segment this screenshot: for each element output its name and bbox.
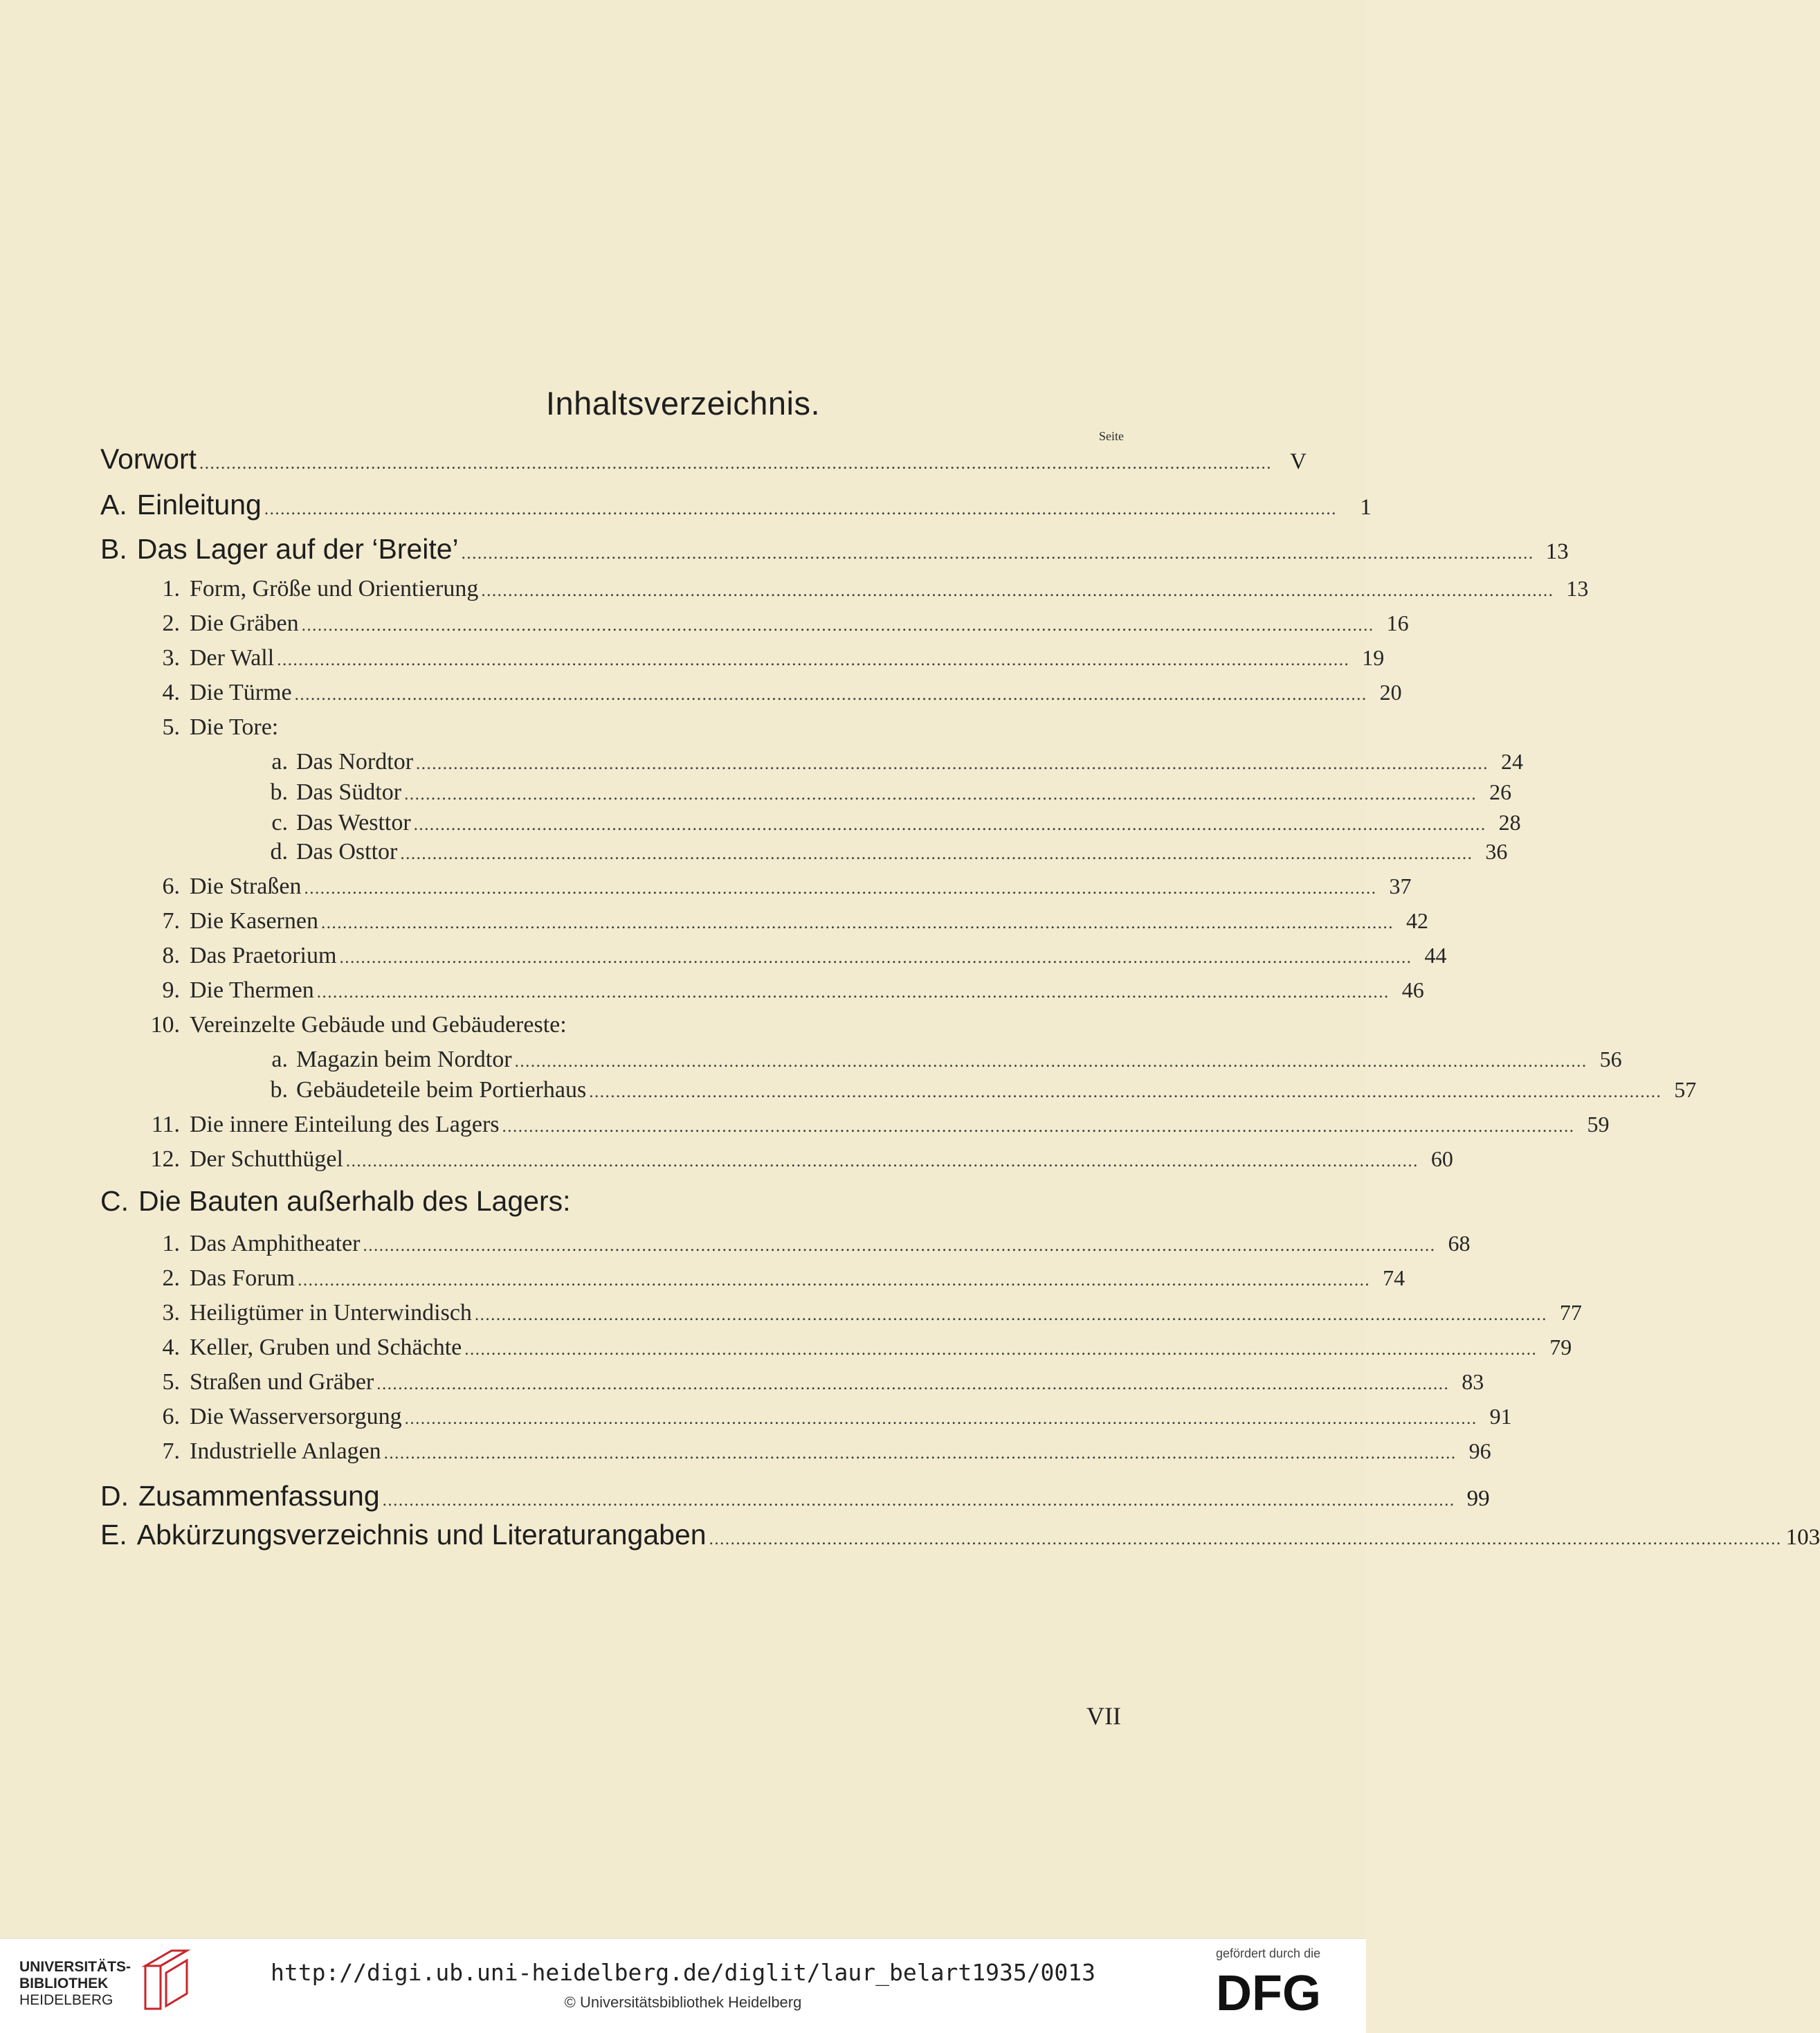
toc-entry: [100, 533, 1569, 575]
toc-entry-label: [100, 533, 459, 566]
toc-entry-title: Die innere Einteilung des Lagers: [190, 1112, 500, 1137]
toc-entry-page: 46: [1401, 977, 1424, 1002]
library-name-line2: BIBLIOTHEK: [19, 1976, 109, 1991]
toc-entry-page: 28: [1498, 810, 1521, 835]
toc-leader-dots: ........................................................................................................................................................................................................: [298, 1271, 1371, 1290]
toc-entry-number: 2.: [162, 1265, 180, 1291]
toc-leader-dots: ........................................................................................................................................................................................................: [404, 785, 1477, 804]
toc-entry-number: 5.: [162, 714, 180, 740]
toc-entry-page: 57: [1674, 1077, 1697, 1102]
toc-entry-title: Das Praetorium: [190, 943, 337, 968]
toc-entry: [145, 943, 1447, 977]
toc-entry-page: 60: [1430, 1146, 1453, 1171]
toc-entry-label: [145, 1231, 360, 1257]
toc-entry-label: [145, 1369, 374, 1395]
copyright-notice: © Universitätsbibliothek Heidelberg: [564, 1994, 802, 2011]
toc-entry-title: Keller, Gruben und Schächte: [190, 1335, 462, 1360]
toc-entry: [145, 1404, 1512, 1438]
toc-leader-dots: ........................................................................................................................................................................................................: [376, 1375, 1450, 1393]
toc-entry-number: 1.: [162, 576, 180, 602]
toc-entry-page: 20: [1379, 680, 1402, 705]
toc-leader-dots: ........................................................................................................................................................................................................: [461, 544, 1534, 563]
toc-entry-title: Die Wasserversorgung: [190, 1404, 402, 1429]
toc-entry-label: [145, 943, 336, 969]
toc-entry-page: 74: [1383, 1265, 1405, 1290]
toc-entry-number: 6.: [162, 874, 180, 899]
toc-entry-title: Die Thermen: [190, 977, 314, 1003]
toc-leader-dots: ........................................................................................................................................................................................................: [363, 1236, 1436, 1255]
permalink-url[interactable]: http://digi.ub.uni-heidelberg.de/diglit/laur_belart1935/0013: [270, 1959, 1096, 1986]
dfg-logo-icon: [1216, 1966, 1354, 2021]
toc-entry-page: 79: [1549, 1335, 1572, 1359]
library-name-line1: UNIVERSITÄTS-: [19, 1959, 131, 1975]
toc-entry-number: c.: [271, 810, 288, 835]
toc-entry-label: [263, 839, 397, 865]
toc-entry-page: 83: [1462, 1369, 1484, 1394]
toc-entry-label: [145, 1146, 343, 1173]
toc-entry-page: 99: [1466, 1486, 1490, 1511]
toc-entry-title: Das Nordtor: [296, 749, 414, 775]
toc-leader-dots: ........................................................................................................................................................................................................: [709, 1530, 1782, 1548]
toc-entry-title: Industrielle Anlagen: [190, 1438, 381, 1464]
toc-leader-dots: ........................................................................................................................................................................................................: [400, 844, 1473, 863]
toc-entry-title: Das Osttor: [296, 839, 398, 865]
toc-entry-label: [145, 680, 292, 706]
toc-entry-title: Die Bauten außerhalb des Lagers:: [138, 1185, 571, 1217]
toc-entry-title: Einleitung: [136, 489, 262, 521]
toc-entry-label: [145, 1112, 500, 1138]
toc-entry-number: D.: [100, 1480, 129, 1512]
toc-entry-label: [100, 443, 197, 476]
toc-leader-dots: ........................................................................................................................................................................................................: [277, 651, 1350, 669]
toc-leader-dots: ........................................................................................................................................................................................................: [339, 948, 1412, 967]
toc-entry: [145, 1012, 567, 1047]
page-folio: VII: [1086, 1702, 1121, 1730]
toc-entry: [100, 1519, 1820, 1560]
toc-entry: [145, 1335, 1572, 1369]
toc-entry-number: C.: [100, 1185, 129, 1217]
toc-entry-page: 77: [1559, 1300, 1582, 1325]
toc-entry-page: 19: [1362, 645, 1385, 670]
toc-entry-number: d.: [270, 839, 288, 865]
toc-entry-title: Gebäudeteile beim Portierhaus: [296, 1077, 587, 1103]
toc-entry: [263, 839, 1508, 874]
toc-entry-number: 5.: [162, 1369, 180, 1395]
toc-entry: [145, 1265, 1405, 1300]
toc-leader-dots: ........................................................................................................................................................................................................: [514, 1052, 1587, 1071]
dfg-logo-text: DFG: [1216, 1966, 1321, 2021]
toc-entry-number: B.: [100, 533, 127, 565]
toc-entry: [263, 779, 1512, 814]
toc-leader-dots: ........................................................................................................................................................................................................: [294, 685, 1367, 704]
toc-entry-label: [263, 810, 411, 836]
toc-entry: [145, 645, 1385, 680]
toc-entry-page: 13: [1566, 576, 1589, 601]
toc-entry-number: 11.: [151, 1112, 180, 1137]
toc-entry-label: [145, 611, 299, 637]
toc-leader-dots: ........................................................................................................................................................................................................: [345, 1152, 1419, 1171]
toc-entry-label: [100, 1185, 571, 1218]
toc-entry-label: [145, 874, 301, 900]
toc-entry-number: 8.: [162, 943, 180, 968]
toc-entry-title: Das Lager auf der ‘Breite’: [136, 533, 459, 565]
toc-entry-page: 36: [1485, 839, 1508, 864]
toc-entry: [145, 576, 1589, 611]
toc-entry-title: Heiligtümer in Unterwindisch: [190, 1300, 472, 1326]
toc-leader-dots: ........................................................................................................................................................................................................: [481, 581, 1554, 600]
toc-entry-label: [145, 714, 278, 741]
toc-entry-number: b.: [270, 779, 288, 805]
toc-entry-number: 6.: [162, 1404, 180, 1429]
toc-entry-page: 103: [1785, 1525, 1820, 1550]
toc-entry-number: E.: [100, 1519, 127, 1551]
toc-entry: [145, 908, 1428, 943]
toc-entry-page: 24: [1501, 749, 1524, 774]
toc-entry: [263, 1047, 1622, 1081]
toc-leader-dots: ........................................................................................................................................................................................................: [382, 1491, 1455, 1510]
toc-entry-label: [263, 1047, 512, 1073]
toc-entry: [145, 977, 1424, 1012]
toc-entry-label: [145, 645, 274, 671]
toc-entry-page: 96: [1468, 1438, 1491, 1463]
toc-leader-dots: ........................................................................................................................................................................................................: [383, 1444, 1457, 1463]
toc-entry-number: 3.: [162, 645, 180, 671]
toc-entry: [145, 1438, 1491, 1473]
toc-entry-title: Magazin beim Nordtor: [296, 1047, 512, 1072]
toc-entry: [145, 611, 1409, 645]
toc-entry-title: Zusammenfassung: [138, 1480, 380, 1512]
toc-entry-title: Vereinzelte Gebäude und Gebäudereste:: [190, 1012, 567, 1038]
toc-entry-page: 68: [1448, 1231, 1471, 1256]
toc-entry: [145, 1300, 1582, 1335]
toc-leader-dots: ........................................................................................................................................................................................................: [304, 879, 1377, 898]
toc-entry-label: [100, 1480, 380, 1512]
toc-entry-page: 13: [1545, 539, 1569, 564]
toc-leader-dots: ........................................................................................................................................................................................................: [264, 500, 1337, 518]
toc-entry: [263, 749, 1524, 784]
toc-entry-page: 1: [1360, 495, 1372, 520]
toc-entry-title: Der Schutthügel: [190, 1146, 343, 1172]
toc-entry-title: Straßen und Gräber: [190, 1369, 374, 1395]
toc-entry-label: [263, 749, 413, 775]
toc-entry: [145, 1112, 1610, 1146]
toc-entry-number: A.: [100, 489, 127, 521]
toc-entry-number: 4.: [162, 1335, 180, 1360]
toc-entry-page: 59: [1587, 1112, 1610, 1137]
toc-entry-title: Das Amphitheater: [190, 1231, 361, 1256]
toc-entry: [145, 714, 278, 749]
toc-entry-title: Das Südtor: [296, 779, 402, 805]
toc-entry-page: V: [1290, 449, 1307, 474]
toc-leader-dots: ........................................................................................................................................................................................................: [316, 983, 1390, 1002]
toc-entry-title: Das Westtor: [296, 810, 411, 835]
toc-entry-number: 7.: [162, 1438, 180, 1464]
toc-leader-dots: ........................................................................................................................................................................................................: [320, 914, 1394, 932]
toc-leader-dots: ........................................................................................................................................................................................................: [416, 755, 1489, 773]
toc-entry: [100, 443, 1307, 485]
toc-entry-label: [100, 489, 262, 521]
toc-entry-number: 10.: [150, 1012, 180, 1038]
toc-entry: [145, 874, 1412, 908]
toc-entry-title: Vorwort: [100, 443, 197, 475]
toc-entry-label: [263, 1077, 586, 1103]
toc-entry-title: Die Straßen: [190, 874, 302, 899]
page-title: Inhaltsverzeichnis.: [545, 385, 821, 422]
toc-entry-number: 2.: [162, 611, 180, 636]
toc-entry: [145, 1146, 1453, 1181]
toc-entry-number: 12.: [150, 1146, 180, 1172]
toc-entry-title: Der Wall: [190, 645, 275, 671]
toc-entry-title: Die Türme: [190, 680, 292, 705]
toc-entry: [100, 489, 1372, 530]
toc-leader-dots: ........................................................................................................................................................................................................: [502, 1117, 1575, 1136]
toc-entry-label: [145, 977, 314, 1004]
toc-leader-dots: ........................................................................................................................................................................................................: [464, 1340, 1538, 1359]
toc-entry-title: Form, Größe und Orientierung: [190, 576, 479, 602]
toc-entry-label: [263, 779, 401, 806]
toc-entry-number: 1.: [162, 1231, 180, 1256]
toc-entry-title: Die Tore:: [190, 714, 279, 740]
toc-entry-label: [145, 1335, 462, 1361]
toc-entry-page: 42: [1405, 908, 1428, 933]
toc-entry-number: b.: [270, 1077, 288, 1103]
toc-leader-dots: ........................................................................................................................................................................................................: [589, 1083, 1662, 1101]
funding-caption: gefördert durch die: [1216, 1946, 1321, 1960]
toc-entry-page: 37: [1389, 874, 1412, 898]
page-column-label: Seite: [1099, 429, 1124, 443]
toc-entry-title: Das Forum: [190, 1265, 295, 1291]
toc-entry: [145, 1231, 1471, 1265]
toc-entry: [145, 1369, 1484, 1404]
toc-entry-number: 7.: [162, 908, 180, 934]
toc-entry: [263, 1077, 1697, 1112]
toc-entry-label: [145, 908, 318, 934]
toc-leader-dots: ........................................................................................................................................................................................................: [404, 1409, 1477, 1428]
toc-entry: [100, 1480, 1490, 1521]
toc-leader-dots: ........................................................................................................................................................................................................: [413, 815, 1486, 834]
toc-entry-title: Abkürzungsverzeichnis und Literaturangaben: [136, 1519, 707, 1551]
toc-entry-number: 9.: [162, 977, 180, 1003]
toc-entry-label: [145, 1404, 402, 1430]
toc-entry-title: Die Gräben: [190, 611, 299, 636]
toc-entry-label: [145, 1300, 472, 1326]
toc-entry-page: 16: [1386, 611, 1409, 635]
toc-entry-page: 56: [1599, 1047, 1622, 1072]
toc-entry: [145, 680, 1402, 714]
toc-entry-number: a.: [271, 1047, 288, 1072]
toc-entry-label: [100, 1519, 707, 1551]
toc-leader-dots: ........................................................................................................................................................................................................: [301, 616, 1374, 635]
toc-entry-label: [145, 576, 478, 602]
toc-entry-number: a.: [271, 749, 288, 775]
library-name-line3: HEIDELBERG: [19, 1992, 113, 2008]
toc-entry-label: [145, 1265, 295, 1292]
toc-entry-page: 26: [1489, 779, 1512, 804]
toc-entry-label: [145, 1438, 381, 1465]
toc-leader-dots: ........................................................................................................................................................................................................: [474, 1305, 1547, 1324]
toc-entry-number: 4.: [162, 680, 180, 705]
toc-entry-label: [145, 1012, 567, 1038]
toc-entry-title: Die Kasernen: [190, 908, 318, 934]
toc-entry: [100, 1185, 571, 1227]
toc-entry-page: 44: [1424, 943, 1447, 968]
toc-entry-number: 3.: [162, 1300, 180, 1326]
toc-entry-page: 91: [1489, 1404, 1512, 1429]
toc-leader-dots: ........................................................................................................................................................................................................: [199, 454, 1272, 473]
